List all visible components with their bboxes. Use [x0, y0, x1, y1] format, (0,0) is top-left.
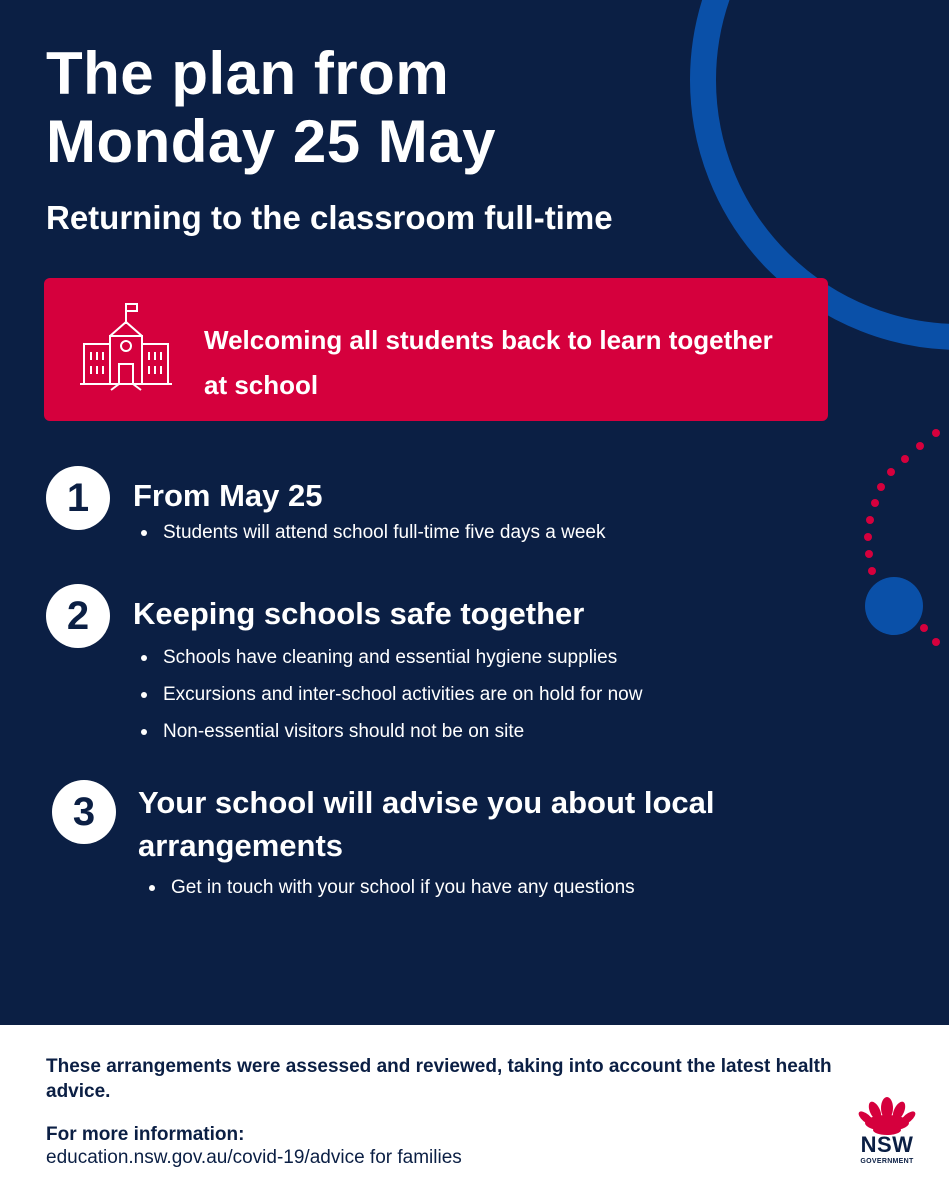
list-item: Get in touch with your school if you have any questions	[145, 869, 635, 906]
title-line-1: The plan from	[46, 40, 450, 107]
step-title: From May 25	[133, 478, 323, 513]
step-title: Your school will advise you about local arrangements	[138, 785, 715, 863]
banner-text: Welcoming all students back to learn together at school	[204, 325, 773, 400]
footer-note: These arrangements were assessed and reviewed, taking into account the latest health advice.	[46, 1056, 832, 1102]
school-building-icon	[80, 300, 172, 392]
logo-wordmark: NSW	[860, 1132, 914, 1157]
page-title	[46, 40, 496, 176]
logo-subtext: GOVERNMENT	[860, 1158, 914, 1165]
step-bullet-list	[145, 869, 635, 906]
step-number-badge: 2	[46, 584, 110, 648]
more-info-link[interactable]: education.nsw.gov.au/covid-19/advice for families	[46, 1147, 462, 1168]
waratah-icon	[855, 1096, 919, 1136]
title-line-2: Monday 25 May	[46, 108, 496, 175]
list-item: Students will attend school full-time five days a week	[137, 514, 606, 551]
nsw-government-logo	[855, 1096, 919, 1172]
more-info-label: For more information:	[46, 1124, 245, 1145]
blue-dot-decoration	[865, 577, 923, 635]
page-subtitle: Returning to the classroom full-time	[46, 199, 613, 236]
step-bullet-list	[137, 514, 606, 551]
step-number-badge: 3	[52, 780, 116, 844]
list-item: Schools have cleaning and essential hygiene supplies	[137, 639, 642, 676]
list-item: Non-essential visitors should not be on site	[137, 713, 642, 750]
step-bullet-list	[137, 639, 642, 750]
welcome-banner	[44, 278, 828, 421]
step-number-badge: 1	[46, 466, 110, 530]
step-title: Keeping schools safe together	[133, 596, 585, 631]
list-item: Excursions and inter-school activities are on hold for now	[137, 676, 642, 713]
